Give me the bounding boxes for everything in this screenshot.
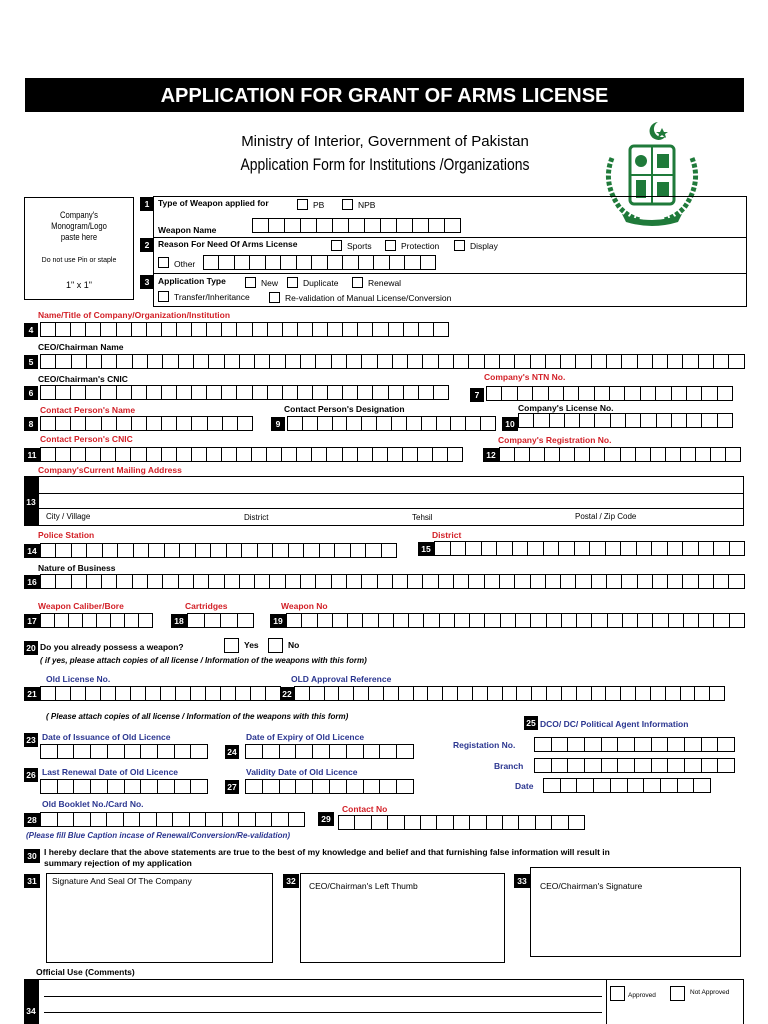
nature-business-input[interactable] — [40, 574, 744, 589]
field-number-14: 14 — [24, 544, 40, 558]
protection-checkbox[interactable] — [385, 240, 396, 251]
field-number-26: 26 — [24, 768, 38, 782]
weapon-name-label: Weapon Name — [158, 225, 217, 235]
issuance-date-input[interactable] — [40, 744, 207, 759]
sports-label: Sports — [347, 241, 372, 251]
cartridges-label: Cartridges — [185, 601, 228, 611]
license-no-input[interactable] — [518, 413, 732, 428]
field-number-9: 9 — [271, 417, 285, 431]
police-station-label: Police Station — [38, 530, 95, 540]
contact-no-input[interactable] — [338, 815, 584, 830]
company-signature-box[interactable] — [46, 873, 273, 963]
ceo-name-label: CEO/Chairman Name — [38, 342, 124, 352]
ntn-label: Company's NTN No. — [484, 372, 566, 382]
registration-no-label: Company's Registration No. — [498, 435, 612, 445]
company-signature-label: Signature And Seal Of The Company — [52, 876, 192, 886]
ceo-name-input[interactable] — [40, 354, 744, 369]
field-number-33: 33 — [514, 874, 530, 888]
official-comments-box — [38, 979, 744, 1024]
dco-date-input[interactable] — [543, 778, 710, 793]
old-license-input[interactable] — [40, 686, 280, 701]
field-number-27: 27 — [225, 780, 239, 794]
last-renewal-input[interactable] — [40, 779, 207, 794]
field-number-15: 15 — [418, 542, 434, 556]
possess-no-checkbox[interactable] — [268, 638, 283, 653]
new-label: New — [261, 278, 279, 288]
renewal-checkbox[interactable] — [352, 277, 363, 288]
field-number-3: 3 — [140, 275, 154, 289]
not-approved-label: Not Approved — [690, 989, 730, 996]
pb-checkbox[interactable] — [297, 199, 308, 210]
cartridges-input[interactable] — [187, 613, 253, 628]
logo-note: Do not use Pin or staple — [41, 257, 117, 264]
field-number-17: 17 — [24, 614, 40, 628]
field-number-7: 7 — [470, 388, 484, 402]
field-number-29: 29 — [318, 812, 334, 826]
possess-note: ( if yes, please attach copies of all license / Information of the weapons with this form) — [40, 656, 367, 665]
declaration-line2: summary rejection of my application — [44, 858, 192, 868]
dco-reg-input[interactable] — [534, 737, 734, 752]
old-license-label: Old License No. — [46, 674, 111, 684]
form-title: APPLICATION FOR GRANT OF ARMS LICENSE — [25, 78, 744, 112]
pb-label: PB — [313, 200, 325, 210]
postal-label: Postal / Zip Code — [575, 512, 637, 521]
npb-label: NPB — [358, 200, 376, 210]
field-number-8: 8 — [24, 417, 38, 431]
dco-info-label: DCO/ DC/ Political Agent Information — [540, 719, 689, 729]
reason-label: Reason For Need Of Arms License — [158, 239, 298, 249]
other-reason-input[interactable] — [203, 255, 435, 270]
transfer-label: Transfer/Inheritance — [174, 292, 250, 302]
npb-checkbox[interactable] — [342, 199, 353, 210]
blue-caption-note: (Please fill Blue Caption incase of Renewal/Conversion/Re-validation) — [26, 831, 291, 840]
validity-date-input[interactable] — [245, 779, 413, 794]
sports-checkbox[interactable] — [331, 240, 342, 251]
weapon-type-label: Type of Weapon applied for — [158, 198, 269, 208]
field-number-21: 21 — [24, 687, 40, 701]
new-checkbox[interactable] — [245, 277, 256, 288]
renewal-label: Renewal — [368, 278, 402, 288]
logo-line1: Company's Monogram/Logo — [51, 210, 107, 231]
dco-date-label: Date — [515, 781, 534, 791]
company-name-label: Name/Title of Company/Organization/Institution — [38, 310, 231, 320]
possess-yes-label: Yes — [244, 640, 259, 650]
ntn-input[interactable] — [486, 386, 732, 401]
approved-checkbox[interactable] — [610, 986, 625, 1001]
contact-name-input[interactable] — [40, 416, 252, 431]
logo-size: 1" x 1" — [66, 280, 92, 290]
display-checkbox[interactable] — [454, 240, 465, 251]
dco-branch-label: Branch — [494, 761, 524, 771]
not-approved-checkbox[interactable] — [670, 986, 685, 1001]
duplicate-label: Duplicate — [303, 278, 339, 288]
ceo-cnic-label: CEO/Chairman's CNIC — [38, 374, 128, 384]
field-number-12: 12 — [483, 448, 499, 462]
contact-designation-label: Contact Person's Designation — [284, 404, 405, 414]
dco-reg-label: Registation No. — [453, 740, 516, 750]
possess-weapon-label: Do you already possess a weapon? — [40, 642, 184, 652]
address-line1-input[interactable] — [38, 476, 744, 494]
logo-line2: paste here — [60, 232, 98, 242]
declaration-line1: I hereby declare that the above statements are true to the best of my knowledge and belief and that furnishing false information will result in — [44, 847, 610, 857]
ministry-name: Ministry of Interior, Government of Pakistan — [241, 133, 529, 150]
booklet-input[interactable] — [40, 812, 304, 827]
display-label: Display — [470, 241, 498, 251]
approved-label: Approved — [628, 992, 656, 999]
expiry-date-input[interactable] — [245, 744, 413, 759]
old-approval-label: OLD Approval Reference — [291, 674, 392, 684]
field-number-31: 31 — [24, 874, 40, 888]
ceo-signature-label: CEO/Chairman's Signature — [540, 881, 643, 891]
weapon-no-input[interactable] — [286, 613, 744, 628]
validity-date-label: Validity Date of Old Licence — [246, 767, 358, 777]
field-number-13: 13 — [24, 495, 38, 509]
duplicate-checkbox[interactable] — [287, 277, 298, 288]
protection-label: Protection — [401, 241, 440, 251]
field-number-6: 6 — [24, 386, 38, 400]
old-approval-input[interactable] — [294, 686, 724, 701]
weapon-no-label: Weapon No — [281, 601, 328, 611]
transfer-checkbox[interactable] — [158, 291, 169, 302]
address-line2-input[interactable] — [38, 493, 744, 509]
possess-no-label: No — [288, 640, 300, 650]
field-number-10: 10 — [502, 417, 518, 431]
field-number-23: 23 — [24, 733, 38, 747]
form-subtitle: Application Form for Institutions /Organizations — [240, 155, 530, 174]
booklet-label: Old Booklet No./Card No. — [42, 799, 144, 809]
field-number-2: 2 — [140, 238, 154, 252]
dco-branch-input[interactable] — [534, 758, 734, 773]
field-number-34: 34 — [24, 1004, 38, 1018]
police-station-input[interactable] — [40, 543, 396, 558]
field-number-11: 11 — [24, 448, 40, 462]
field-number-30: 30 — [24, 849, 40, 863]
field-number-32: 32 — [283, 874, 299, 888]
application-type-label: Application Type — [158, 276, 226, 286]
contact-name-label: Contact Person's Name — [40, 405, 136, 415]
revalidation-checkbox[interactable] — [269, 292, 280, 303]
revalidation-label: Re-validation of Manual License/Conversion — [285, 293, 452, 303]
address-line3-input[interactable] — [38, 508, 744, 526]
possess-yes-checkbox[interactable] — [224, 638, 239, 653]
district-label: District — [244, 513, 269, 522]
contact-no-label: Contact No — [342, 804, 388, 814]
district-label-15: District — [432, 530, 462, 540]
ceo-cnic-input[interactable] — [40, 385, 448, 400]
field-number-25: 25 — [524, 716, 538, 730]
caliber-label: Weapon Caliber/Bore — [38, 601, 124, 611]
attach-note: ( Please attach copies of all license / Information of the weapons with this form) — [46, 712, 349, 721]
caliber-input[interactable] — [40, 613, 152, 628]
weapon-name-input[interactable] — [252, 218, 460, 233]
city-label: City / Village — [46, 512, 91, 521]
registration-no-input[interactable] — [499, 447, 740, 462]
tehsil-label: Tehsil — [412, 513, 433, 522]
field-number-4: 4 — [24, 323, 38, 337]
issuance-date-label: Date of Issuance of Old Licence — [42, 732, 171, 742]
company-name-input[interactable] — [40, 322, 448, 337]
license-no-label: Company's License No. — [518, 403, 614, 413]
field-number-20: 20 — [24, 641, 38, 655]
other-checkbox[interactable] — [158, 257, 169, 268]
mailing-address-label: Company'sCurrent Mailing Address — [38, 465, 182, 475]
field-number-1: 1 — [140, 197, 154, 211]
last-renewal-label: Last Renewal Date of Old Licence — [42, 767, 179, 777]
field-number-28: 28 — [24, 813, 40, 827]
official-use-label: Official Use (Comments) — [36, 967, 135, 977]
field-number-16: 16 — [24, 575, 40, 589]
district-input[interactable] — [434, 541, 744, 556]
other-label: Other — [174, 259, 196, 269]
contact-cnic-input[interactable] — [40, 447, 462, 462]
questions-1-3-frame — [153, 196, 747, 307]
field-number-24: 24 — [225, 745, 239, 759]
expiry-date-label: Date of Expiry of Old Licence — [246, 732, 365, 742]
field-number-5: 5 — [24, 355, 38, 369]
field-number-19: 19 — [270, 614, 286, 628]
contact-designation-input[interactable] — [287, 416, 495, 431]
contact-cnic-label: Contact Person's CNIC — [40, 434, 133, 444]
left-thumb-label: CEO/Chairman's Left Thumb — [309, 881, 418, 891]
field-number-18: 18 — [171, 614, 187, 628]
field-number-22: 22 — [280, 687, 294, 701]
nature-business-label: Nature of Business — [38, 563, 116, 573]
